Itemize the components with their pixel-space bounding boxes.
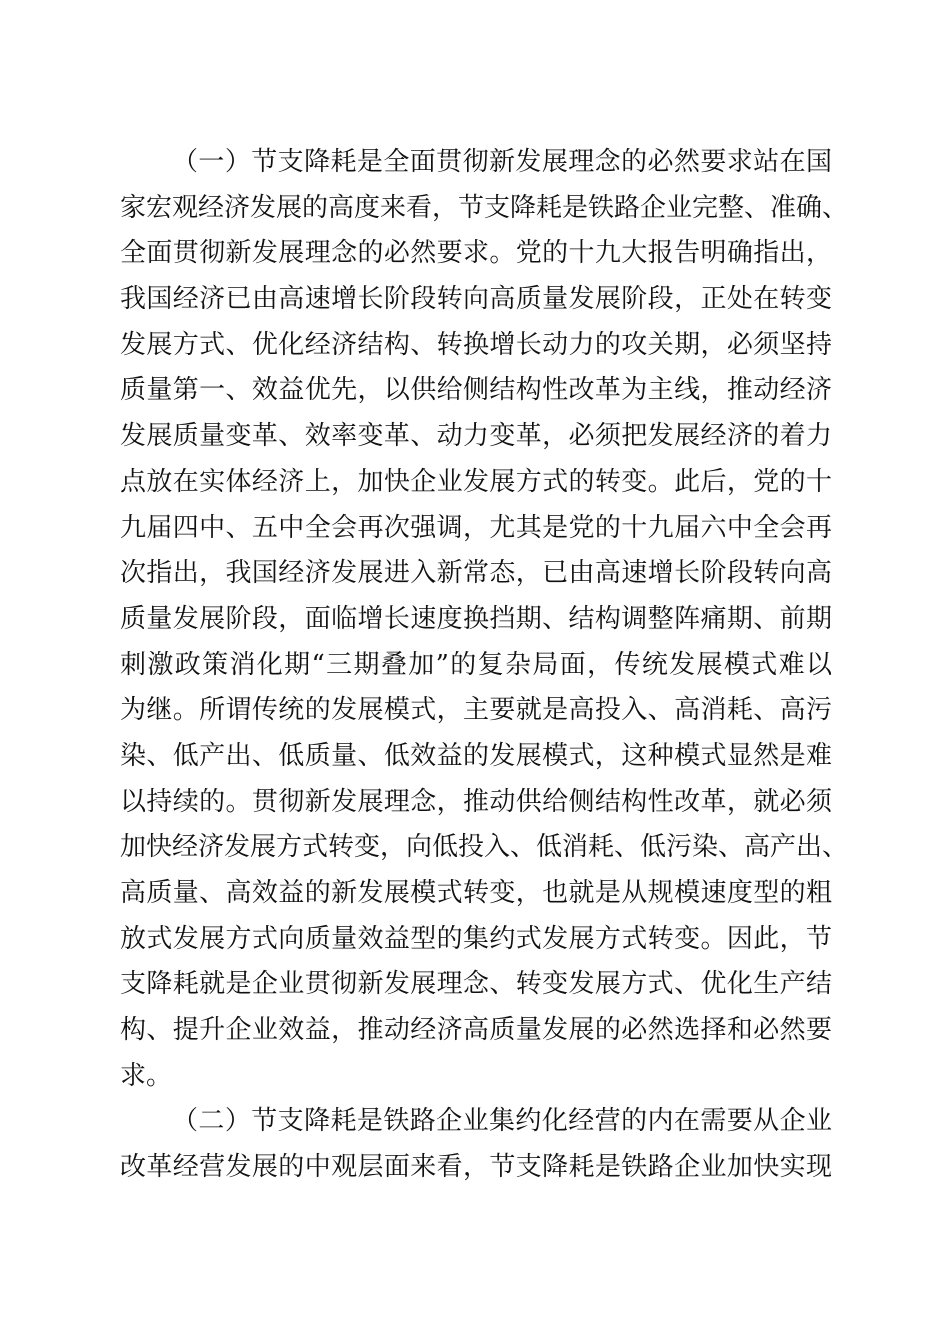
- text-line: 九届四中、五中全会再次强调，尤其是党的十九届六中全会再: [120, 512, 832, 543]
- text-line: 求。: [120, 1060, 173, 1091]
- text-line: 刺激政策消化期“三期叠加”的复杂局面，传统发展模式难以: [120, 649, 832, 680]
- text-line: 我国经济已由高速增长阶段转向高质量发展阶段，正处在转变: [120, 284, 832, 315]
- text-line: 染、低产出、低质量、低效益的发展模式，这种模式显然是难: [120, 740, 832, 771]
- text-line: 发展方式、优化经济结构、转换增长动力的攻关期，必须坚持: [120, 329, 832, 360]
- text-line: 质量第一、效益优先，以供给侧结构性改革为主线，推动经济: [120, 375, 832, 406]
- text-line: 质量发展阶段，面临增长速度换挡期、结构调整阵痛期、前期: [120, 603, 832, 634]
- paragraph-1: [120, 140, 849, 1099]
- text-line: 点放在实体经济上，加快企业发展方式的转变。此后，党的十: [120, 466, 832, 497]
- text-line: 支降耗就是企业贯彻新发展理念、转变发展方式、优化生产结: [120, 969, 832, 1000]
- text-line: （一）节支降耗是全面贯彻新发展理念的必然要求站在国: [172, 147, 832, 177]
- text-line: 发展质量变革、效率变革、动力变革，必须把发展经济的着力: [120, 421, 832, 452]
- text-line: 放式发展方式向质量效益型的集约式发展方式转变。因此，节: [120, 923, 832, 954]
- text-line: 构、提升企业效益，推动经济高质量发展的必然选择和必然要: [120, 1015, 832, 1046]
- text-line: 高质量、高效益的新发展模式转变，也就是从规模速度型的粗: [120, 878, 832, 908]
- text-line: 加快经济发展方式转变，向低投入、低消耗、低污染、高产出、: [120, 832, 849, 863]
- text-line: 全面贯彻新发展理念的必然要求。党的十九大报告明确指出，: [120, 238, 832, 269]
- paragraph-2: [120, 1099, 832, 1190]
- text-line: 改革经营发展的中观层面来看，节支降耗是铁路企业加快实现: [120, 1152, 832, 1183]
- text-line: 家宏观经济发展的高度来看，节支降耗是铁路企业完整、准确、: [120, 192, 849, 223]
- text-line: （二）节支降耗是铁路企业集约化经营的内在需要从企业: [172, 1106, 832, 1137]
- text-line: 次指出，我国经济发展进入新常态，已由高速增长阶段转向高: [120, 558, 832, 589]
- body-text: [120, 140, 849, 1191]
- text-line: 为继。所谓传统的发展模式，主要就是高投入、高消耗、高污: [120, 695, 832, 726]
- text-line: 以持续的。贯彻新发展理念，推动供给侧结构性改革，就必须: [120, 786, 832, 817]
